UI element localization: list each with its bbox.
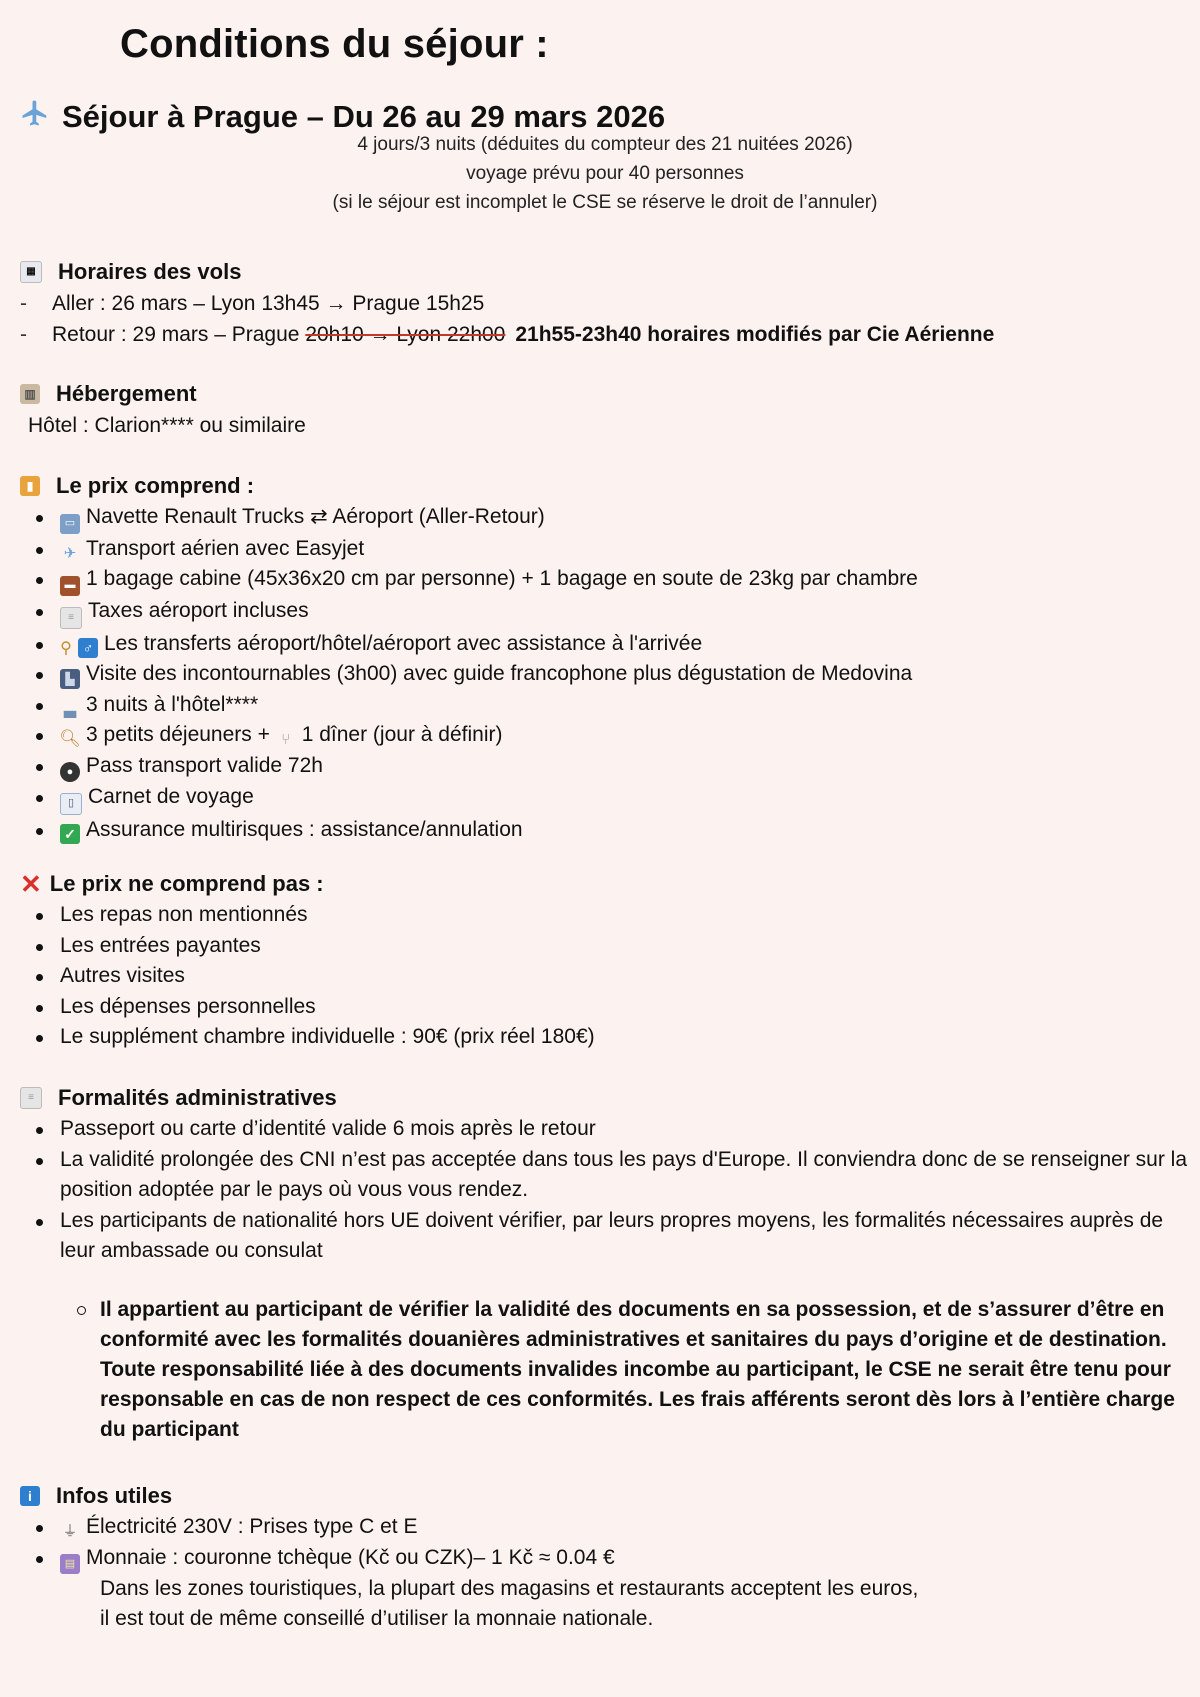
list-item: Les entrées payantes [20, 931, 1190, 962]
list-item: La validité prolongée des CNI n’est pas acceptée dans tous les pays d'Europe. Il conviendra donc de se renseigner sur la position adoptée par le pays où vous vous rendez. [20, 1145, 1190, 1206]
gift-icon: ▮ [20, 476, 40, 496]
included-list [20, 502, 1190, 845]
formalities-warning: Il appartient au participant de vérifier la validité des documents en sa possession, et de s’assurer d’être en conformité avec les formalités douanières administratives et sanitaires du pays d’origine et de destination. Toute responsabilité liée à des documents invalides incombe au participant, le CSE ne serait être tenu pour responsable en cas de non respect de ces conformités. Les frais afférents seront dès lors à l’entière charge du participant [20, 1295, 1190, 1445]
lodging-heading-row [20, 378, 1190, 410]
info-heading-row [20, 1480, 1190, 1512]
flight-return: - Retour : 29 mars – Prague 20h10 → Lyon 22h00 21h55-23h40 horaires modifiés par Cie Aérienne [20, 322, 995, 346]
list-item: Les participants de nationalité hors UE doivent vérifier, par leurs propres moyens, les formalités nécessaires auprès de leur ambassade ou consulat [20, 1206, 1190, 1267]
magnifier-icon: 🔍︎ [59, 729, 81, 748]
list-item: ⏚ Électricité 230V : Prises type C et E [20, 1512, 1190, 1543]
list-item: Les repas non mentionnés [20, 900, 1190, 931]
fork-knife-icon: ⑂ [281, 731, 291, 748]
list-item: 🔍︎ 3 petits déjeuners + ⑂ 1 dîner (jour à définir) [20, 720, 1190, 751]
trip-capacity: voyage prévu pour 40 personnes [466, 163, 744, 184]
list-item: ✓ Assurance multirisques : assistance/annulation [20, 815, 1190, 846]
list-item: Autres visites [20, 961, 1190, 992]
flight-outbound-text: Aller : 26 mars – Lyon 13h45 → Prague 15h25 [52, 291, 485, 315]
list-item: ● Pass transport valide 72h [20, 751, 1190, 783]
lodging-heading: Hébergement [56, 381, 197, 406]
formalities-section [20, 1082, 1190, 1445]
trip-cancel-note: (si le séjour est incomplet le CSE se réserve le droit de l’annuler) [332, 192, 878, 213]
list-item: ⚲ ♂ Les transferts aéroport/hôtel/aéroport avec assistance à l'arrivée [20, 629, 1190, 660]
flight-outbound: - Aller : 26 mars – Lyon 13h45 → Prague 15h25 [20, 291, 485, 315]
list-item: ▬ 1 bagage cabine (45x36x20 cm par personne) + 1 bagage en soute de 23kg par chambre [20, 564, 1190, 596]
book-icon: ▯ [60, 793, 82, 815]
flight-return-old-times: 20h10 → Lyon 22h00 [305, 322, 506, 346]
trip-duration: 4 jours/3 nuits (déduites du compteur des 21 nuitées 2026) [357, 134, 853, 155]
flight-return-new-times: 21h55-23h40 horaires modifiés par Cie Aérienne [515, 322, 995, 346]
list-item: Passeport ou carte d’identité valide 6 mois après le retour [20, 1114, 1190, 1145]
cityscape-icon: ▙ [60, 669, 80, 689]
formalities-heading-row [20, 1082, 1190, 1114]
info-heading: Infos utiles [56, 1483, 173, 1508]
receipt-icon: ≡ [60, 607, 82, 629]
info-list [20, 1512, 1190, 1574]
excluded-heading-row [20, 868, 1190, 900]
excluded-list [20, 900, 1190, 1053]
list-item: Les dépenses personnelles [20, 992, 1190, 1023]
list-item: ≡ Taxes aéroport incluses [20, 596, 1190, 629]
list-item: Le supplément chambre individuelle : 90€ (prix réel 180€) [20, 1022, 1190, 1053]
excluded-section [20, 868, 1190, 1053]
luggage-icon: ▬ [60, 576, 80, 596]
included-heading-row [20, 470, 1190, 502]
currency-note-1: Dans les zones touristiques, la plupart des magasins et restaurants acceptent les euros, [100, 1577, 919, 1600]
currency-note-2: il est tout de même conseillé d’utiliser la monnaie nationale. [100, 1607, 654, 1630]
airplane-icon: ✈ [63, 544, 77, 562]
calendar-icon: ▦ [20, 261, 42, 283]
page-title: Conditions du séjour : [120, 22, 549, 66]
cross-mark-icon: ✕ [20, 868, 42, 899]
list-item: ▭ Navette Renault Trucks ⇄ Aéroport (Aller-Retour) [20, 502, 1190, 534]
flights-heading: Horaires des vols [58, 259, 242, 284]
flights-heading-row [20, 256, 1190, 288]
hotel-icon: ▥ [20, 384, 40, 404]
person-icon: ⚲ [60, 639, 72, 657]
excluded-heading: Le prix ne comprend pas : [49, 871, 324, 896]
plug-icon: ⏚ [62, 1523, 78, 1540]
banknote-icon: ▤ [60, 1554, 80, 1574]
lodging-hotel: Hôtel : Clarion**** ou similaire [28, 413, 306, 437]
list-item: ▤ Monnaie : couronne tchèque (Kč ou CZK)– 1 Kč ≈ 0.04 € [20, 1543, 1190, 1575]
trip-title: Séjour à Prague – Du 26 au 29 mars 2026 [62, 99, 666, 134]
bed-icon: ▃ [63, 700, 77, 718]
formalities-list [20, 1114, 1190, 1267]
trip-details [0, 130, 1200, 217]
lodging-section [20, 378, 1190, 441]
included-heading: Le prix comprend : [56, 473, 255, 498]
male-sign-icon: ♂ [78, 638, 98, 658]
included-section [20, 470, 1190, 845]
check-mark-icon: ✓ [60, 824, 80, 844]
list-item: ▙ Visite des incontournables (3h00) avec guide francophone plus dégustation de Medovina [20, 659, 1190, 690]
formalities-heading: Formalités administratives [58, 1085, 337, 1110]
flight-return-prefix: Retour : 29 mars – Prague [52, 322, 300, 346]
list-item: ▃ 3 nuits à l'hôtel**** [20, 690, 1190, 721]
info-section [20, 1480, 1190, 1634]
list-item: ▯ Carnet de voyage [20, 782, 1190, 815]
flights-section [20, 256, 1190, 350]
bus-icon: ▭ [60, 514, 80, 534]
metro-icon: ● [60, 762, 80, 782]
document-icon: ≡ [20, 1087, 42, 1109]
list-item: ✈ Transport aérien avec Easyjet [20, 534, 1190, 565]
info-icon: i [20, 1486, 40, 1506]
